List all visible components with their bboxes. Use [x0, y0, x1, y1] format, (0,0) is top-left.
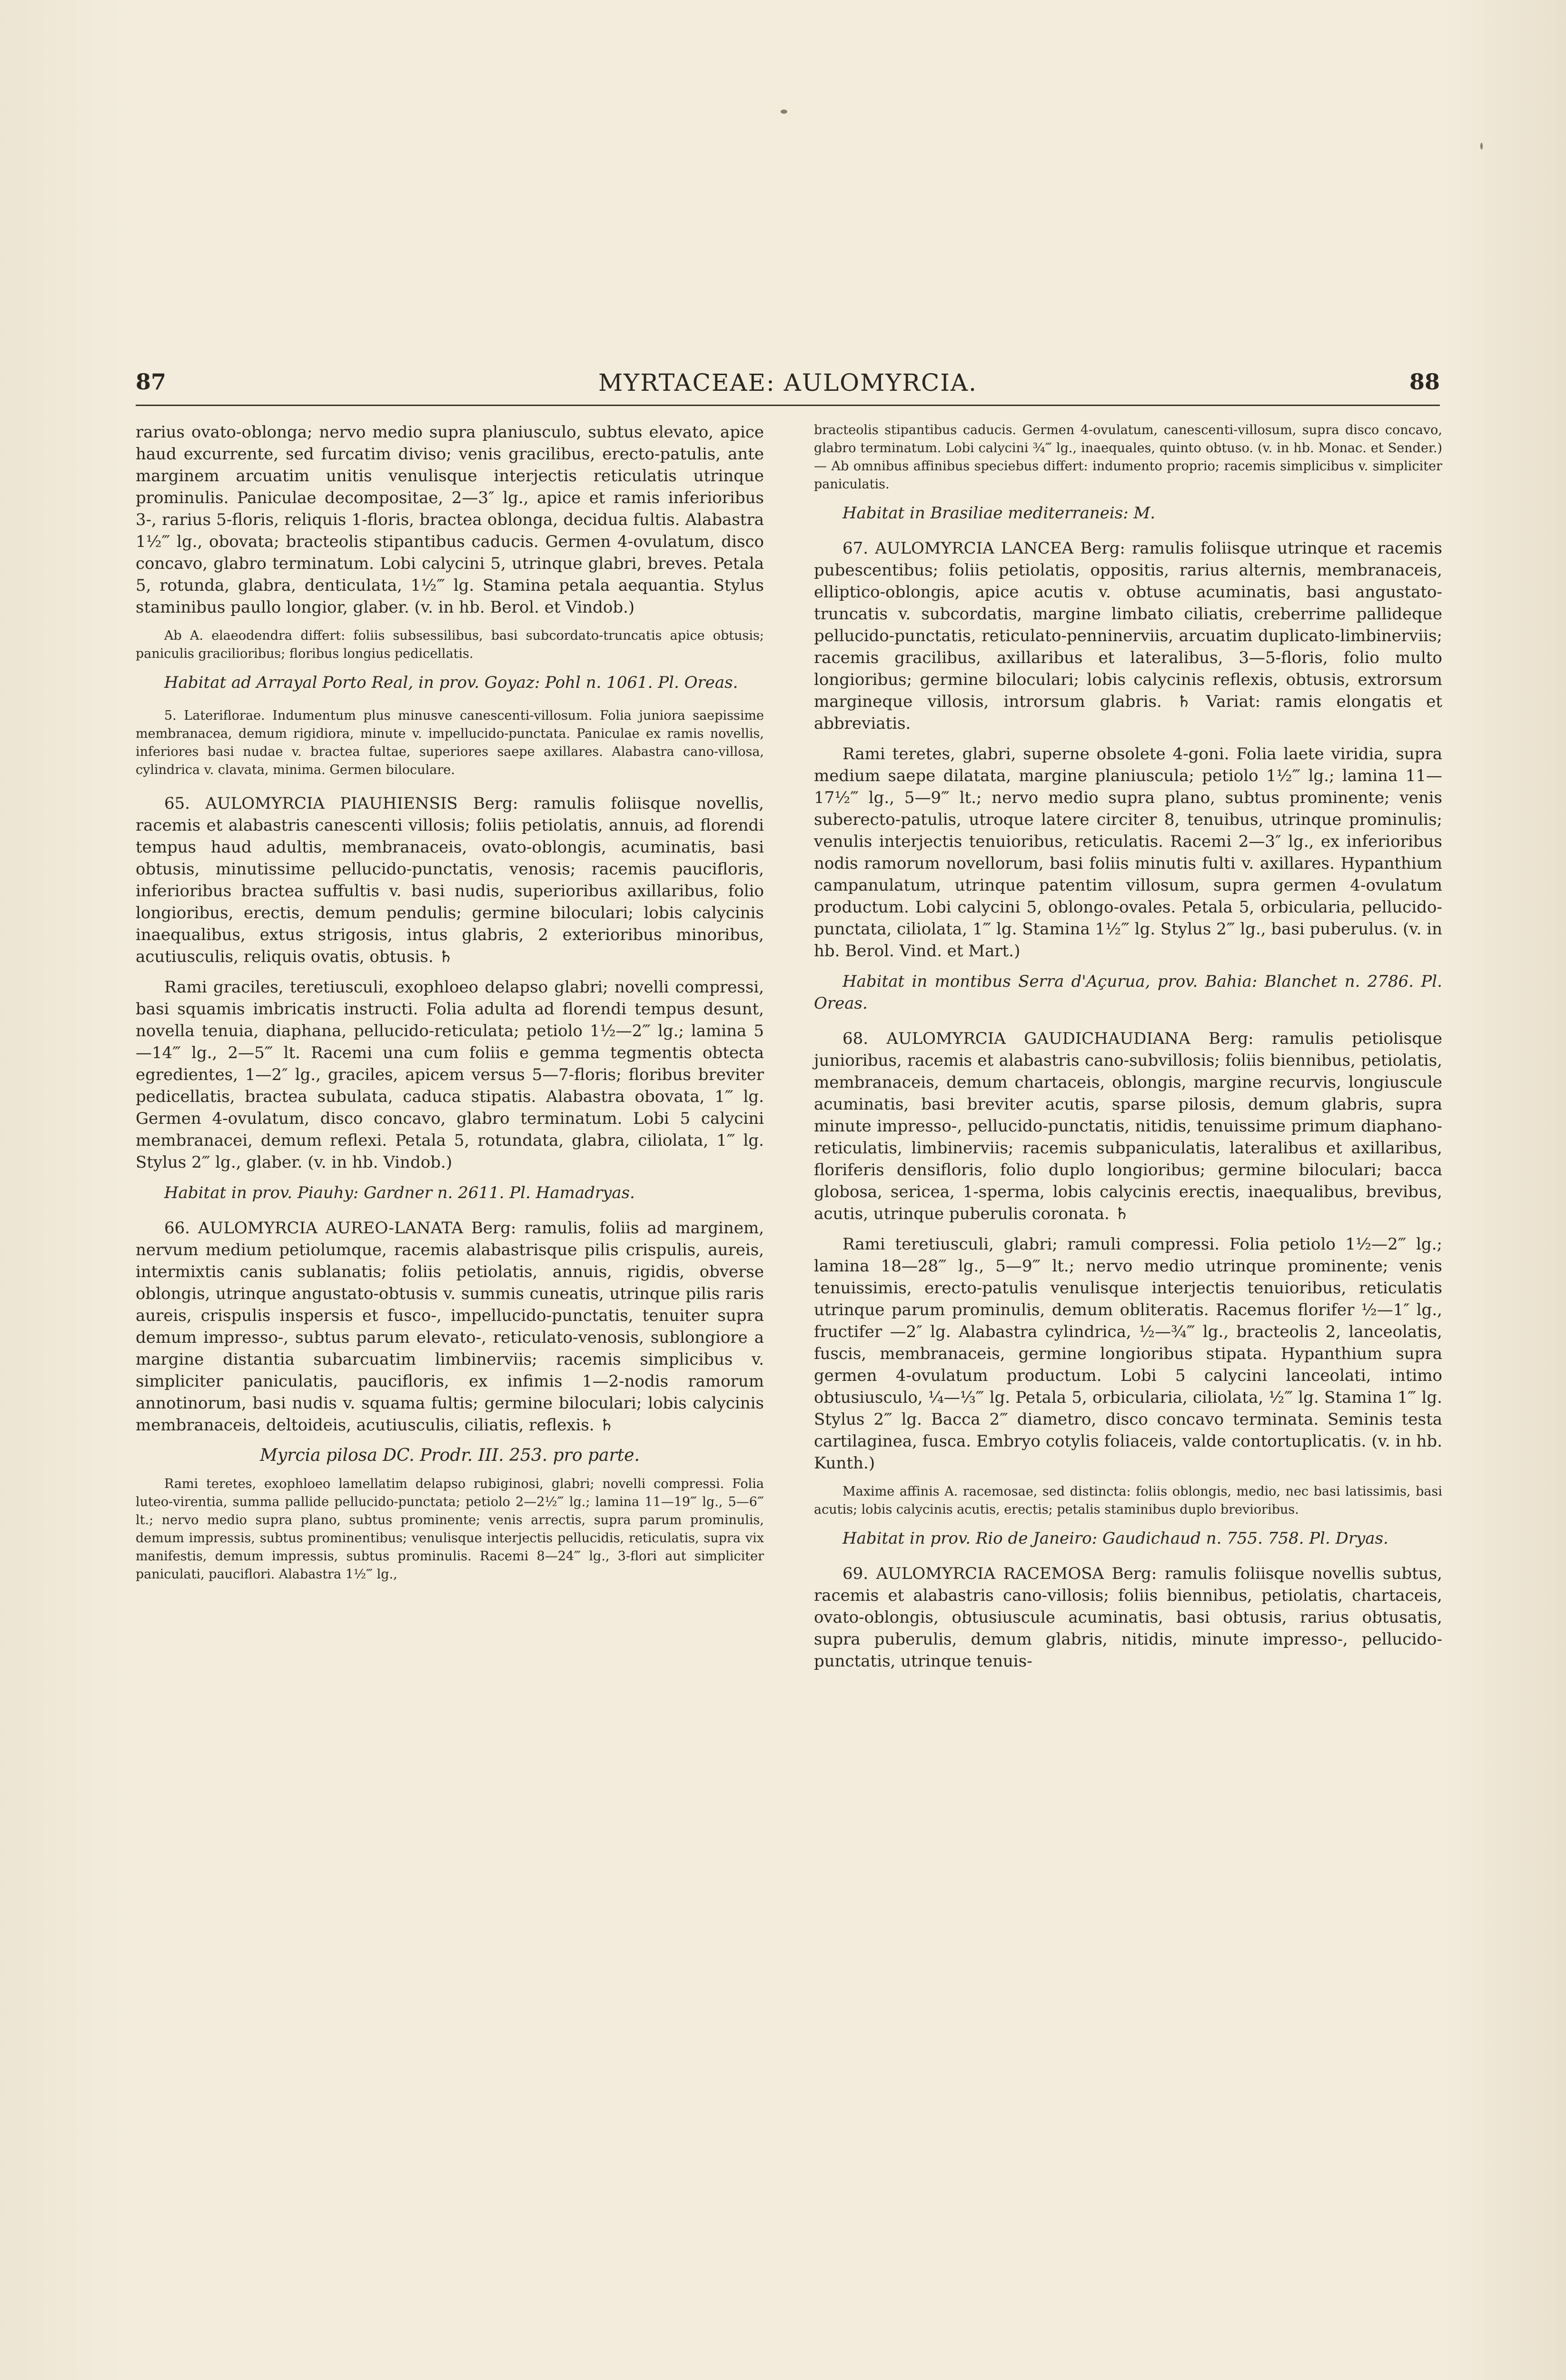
synonym-line: Myrcia pilosa DC. Prodr. III. 253. pro parte.	[260, 1446, 640, 1465]
paragraph: Rami teretiusculi, glabri; ramuli compressi. Folia petiolo 1½—2‴ lg.; lamina 18—28‴ lg., 5—9‴ lt.; nervo medio utrinque prominente; venis tenuissimis, erecto-patulis venulisque interjectis tenuioribus, reticulatis utrinque parum prominulis, demum obliteratis. Racemus florifer ½—1″ lg., fructifer —2″ lg. Alabastra cylindrica, ½—¾‴ lg., bracteolis 2, lanceolatis, fuscis, membranaceis, germine longioribus stipata. Hypanthium supra germen 4-ovulatum productum. Lobi 5 calycini lanceolati, intimo obtusiusculo, ¼—⅓‴ lg. Petala 5, orbicularia, ciliolata, ½‴ lg. Stamina 1‴ lg. Stylus 2‴ lg. Bacca 2‴ diametro, disco concavo terminata. Seminis testa cartilaginea, fusca. Embryo cotylis foliaceis, valde contortuplicatis. (v. in hb. Kunth.)	[814, 1235, 1442, 1473]
section-description: 5. Lateriflorae. Indumentum plus minusve canescenti-villosum. Folia juniora saepissime membranacea, demum rigidiora, minute v. impellucido-punctata. Paniculae ex ramis novellis, inferiores basi nudae v. bractea fultae, superiores saepe axillares. Alabastra cano-villosa, cylindrica v. clavata, minima. Germen biloculare.	[136, 708, 764, 777]
paragraph: Rami teretes, exophloeo lamellatim delapso rubiginosi, glabri; novelli compressi. Folia luteo-virentia, summa pallide pellucido-punctata; petiolo 2—2½‴ lg.; lamina 11—19‴ lg., 5—6‴ lt.; nervo medio supra plano, subtus prominente; venis arrectis, supra parum prominulis, demum impressis, subtus prominentibus; venulisque interjectis pellucidis, reticulatis, supra vix manifestis, demum impressis, subtus prominulis. Racemi 8—24‴ lg., 3-flori aut simpliciter paniculati, pauciflori. Alabastra 1½‴ lg.,	[136, 1477, 764, 1582]
habitat-line: Habitat in Brasiliae mediterraneis: M.	[842, 504, 1156, 523]
note-paragraph: Maxime affinis A. racemosae, sed distincta: foliis oblongis, medio, nec basi latissimis, basi acutis; lobis calycinis acutis, erectis; petalis staminibus duplo brevioribus.	[814, 1484, 1442, 1517]
paper-speck	[781, 109, 787, 114]
left-page-number: 87	[136, 369, 167, 395]
left-column	[136, 421, 764, 1592]
note-paragraph: Ab A. elaeodendra differt: foliis subsessilibus, basi subcordato-truncatis apice obtusis; paniculis gracilioribus; floribus longius pedicellatis.	[136, 628, 764, 661]
species-heading-paragraph: 69. AULOMYRCIA RACEMOSA Berg: ramulis foliisque novellis subtus, racemis et alabastris cano-villosis; foliis biennibus, petiolatis, chartaceis, ovato-oblongis, obtusiuscule acuminatis, basi obtusis, rarius obtusatis, supra puberulis, demum glabris, nitidis, minute impresso-, pellucido-punctatis, utrinque tenuis-	[814, 1564, 1442, 1671]
right-page-number: 88	[1409, 369, 1440, 395]
species-heading-paragraph: 68. AULOMYRCIA GAUDICHAUDIANA Berg: ramulis petiolisque junioribus, racemis et alabastris cano-subvillosis; foliis biennibus, petiolatis, membranaceis, demum chartaceis, oblongis, margine recurvis, longiuscule acuminatis, basi breviter acutis, sparse pilosis, demum glabris, supra minute impresso-, pellucido-punctatis, nitidis, tenuissime primum diaphano-reticulatis, limbinerviis; racemis subpaniculatis, lateralibus et axillaribus, floriferis densifloris, folio duplo longioribus; germine biloculari; bacca globosa, sericea, 1-sperma, lobis calycinis erectis, inaequalibus, brevibus, acutis, utrinque puberulis coronata. ♄	[814, 1029, 1442, 1223]
paragraph: Rami graciles, teretiusculi, exophloeo delapso glabri; novelli compressi, basi squamis imbricatis instructi. Folia adulta ad florendi tempus desunt, novella tenuia, diaphana, pellucido-reticulata; petiolo 1½—2‴ lg.; lamina 5—14‴ lg., 2—5‴ lt. Racemi una cum foliis e gemma tegmentis obtecta egredientes, 1—2″ lg., graciles, apicem versus 5—7-floris; floribus breviter pedicellatis, bractea subulata, caduca stipatis. Alabastra obovata, 1‴ lg. Germen 4-ovulatum, disco concavo, glabro terminatum. Lobi 5 calycini membranacei, demum reflexi. Petala 5, rotundata, glabra, ciliolata, 1‴ lg. Stylus 2‴ lg., glaber. (v. in hb. Vindob.)	[136, 978, 764, 1172]
habitat-line: Habitat in prov. Rio de Janeiro: Gaudichaud n. 755. 758. Pl. Dryas.	[842, 1529, 1388, 1548]
header-rule	[136, 405, 1440, 406]
habitat-line: Habitat in montibus Serra d'Açurua, prov. Bahia: Blanchet n. 2786. Pl. Oreas.	[814, 972, 1442, 1013]
species-heading-paragraph: 66. AULOMYRCIA AUREO-LANATA Berg: ramulis, foliis ad marginem, nervum medium petiolumque, racemis alabastrisque pilis crispulis, aureis, intermixtis canis sublanatis; foliis petiolatis, annuis, rigidis, obverse oblongis, utrinque angustato-obtusis v. summis cuneatis, utrinque pilis raris aureis, crispulis inspersis et fusco-, impellucido-punctatis, tenuiter supra demum impresso-, subtus parum elevato-, reticulato-venosis, sublongiore a margine distantia subarcuatim limbinerviis; racemis simplicibus v. simpliciter paniculatis, paucifloris, ex infimis 1—2-nodis ramorum annotinorum, basi nudis v. squama fultis; germine biloculari; lobis calycinis membranaceis, deltoideis, acutiusculis, ciliatis, reflexis. ♄	[136, 1219, 764, 1435]
running-title: MYRTACEAE: AULOMYRCIA.	[598, 369, 978, 397]
paper-speck	[1480, 143, 1483, 149]
habitat-line: Habitat ad Arrayal Porto Real, in prov. Goyaz: Pohl n. 1061. Pl. Oreas.	[164, 673, 738, 692]
species-heading-paragraph: 65. AULOMYRCIA PIAUHIENSIS Berg: ramulis foliisque novellis, racemis et alabastris canescenti villosis; foliis petiolatis, annuis, ad florendi tempus haud adultis, membranaceis, ovato-oblongis, acuminatis, basi obtusis, minutissime pellucido-punctatis, venosis; racemis paucifloris, inferioribus bractea suffultis v. basi nudis, superioribus axillaribus, folio longioribus, erectis, demum pendulis; germine biloculari; lobis calycinis inaequalibus, extus strigosis, intus glabris, 2 exterioribus minoribus, acutiusculis, reliquis ovatis, obtusis. ♄	[136, 794, 764, 966]
species-heading-paragraph: 67. AULOMYRCIA LANCEA Berg: ramulis foliisque utrinque et racemis pubescentibus; foliis petiolatis, oppositis, rarius alternis, membranaceis, elliptico-oblongis, apice acutis v. obtuse acuminatis, basi angustato-truncatis v. subcordatis, margine limbato ciliatis, creberrime pallideque pellucido-punctatis, reticulato-penninerviis, arcuatim duplicato-limbinerviis; racemis gracilibus, axillaribus et lateralibus, 3—5-floris, folio multo longioribus; germine biloculari; lobis calycinis reflexis, obtusis, extrorsum margineque villosis, introrsum glabris. ♄ Variat: ramis elongatis et abbreviatis.	[814, 539, 1442, 733]
paragraph: bracteolis stipantibus caducis. Germen 4-ovulatum, canescenti-villosum, supra disco concavo, glabro terminatum. Lobi calycini ¾‴ lg., inaequales, quinto obtuso. (v. in hb. Monac. et Sender.) — Ab omnibus affinibus speciebus differt: indumento proprio; racemis simplicibus v. simpliciter paniculatis.	[814, 423, 1442, 492]
habitat-line: Habitat in prov. Piauhy: Gardner n. 2611. Pl. Hamadryas.	[164, 1183, 635, 1202]
paragraph: rarius ovato-oblonga; nervo medio supra planiusculo, subtus elevato, apice haud excurrente, sed furcatim diviso; venis gracilibus, erecto-patulis, ante marginem arcuatim unitis venulisque interjectis reticulatis utrinque prominulis. Paniculae decompositae, 2—3″ lg., apice et ramis inferioribus 3-, rarius 5-floris, reliquis 1-floris, bractea oblonga, decidua fultis. Alabastra 1½‴ lg., obovata; bracteolis stipantibus caducis. Germen 4-ovulatum, disco concavo, glabro terminatum. Lobi calycini 5, utrinque glabri, breves. Petala 5, rotunda, glabra, denticulata, 1½‴ lg. Stamina petala aequantia. Stylus staminibus paullo longior, glaber. (v. in hb. Berol. et Vindob.)	[136, 423, 764, 617]
paragraph: Rami teretes, glabri, superne obsolete 4-goni. Folia laete viridia, supra medium saepe dilatata, margine planiuscula; petiolo 1½‴ lg.; lamina 11—17½‴ lg., 5—9‴ lt.; nervo medio supra plano, subtus prominente; venis suberecto-patulis, utroque latere circiter 8, tenuibus, utrinque prominulis; venulis interjectis tenuioribus, reticulatis. Racemi 2—3″ lg., ex inferioribus nodis ramorum novellorum, basi foliis minutis fulti v. axillares. Hypanthium campanulatum, utrinque patentim villosum, supra germen 4-ovulatum productum. Lobi calycini 5, oblongo-ovales. Petala 5, orbicularia, pellucido-punctata, ciliolata, 1‴ lg. Stamina 1½‴ lg. Stylus 2‴ lg., basi puberulus. (v. in hb. Berol. Vind. et Mart.)	[814, 744, 1442, 961]
page-header	[136, 369, 1440, 402]
right-column	[814, 421, 1442, 1681]
